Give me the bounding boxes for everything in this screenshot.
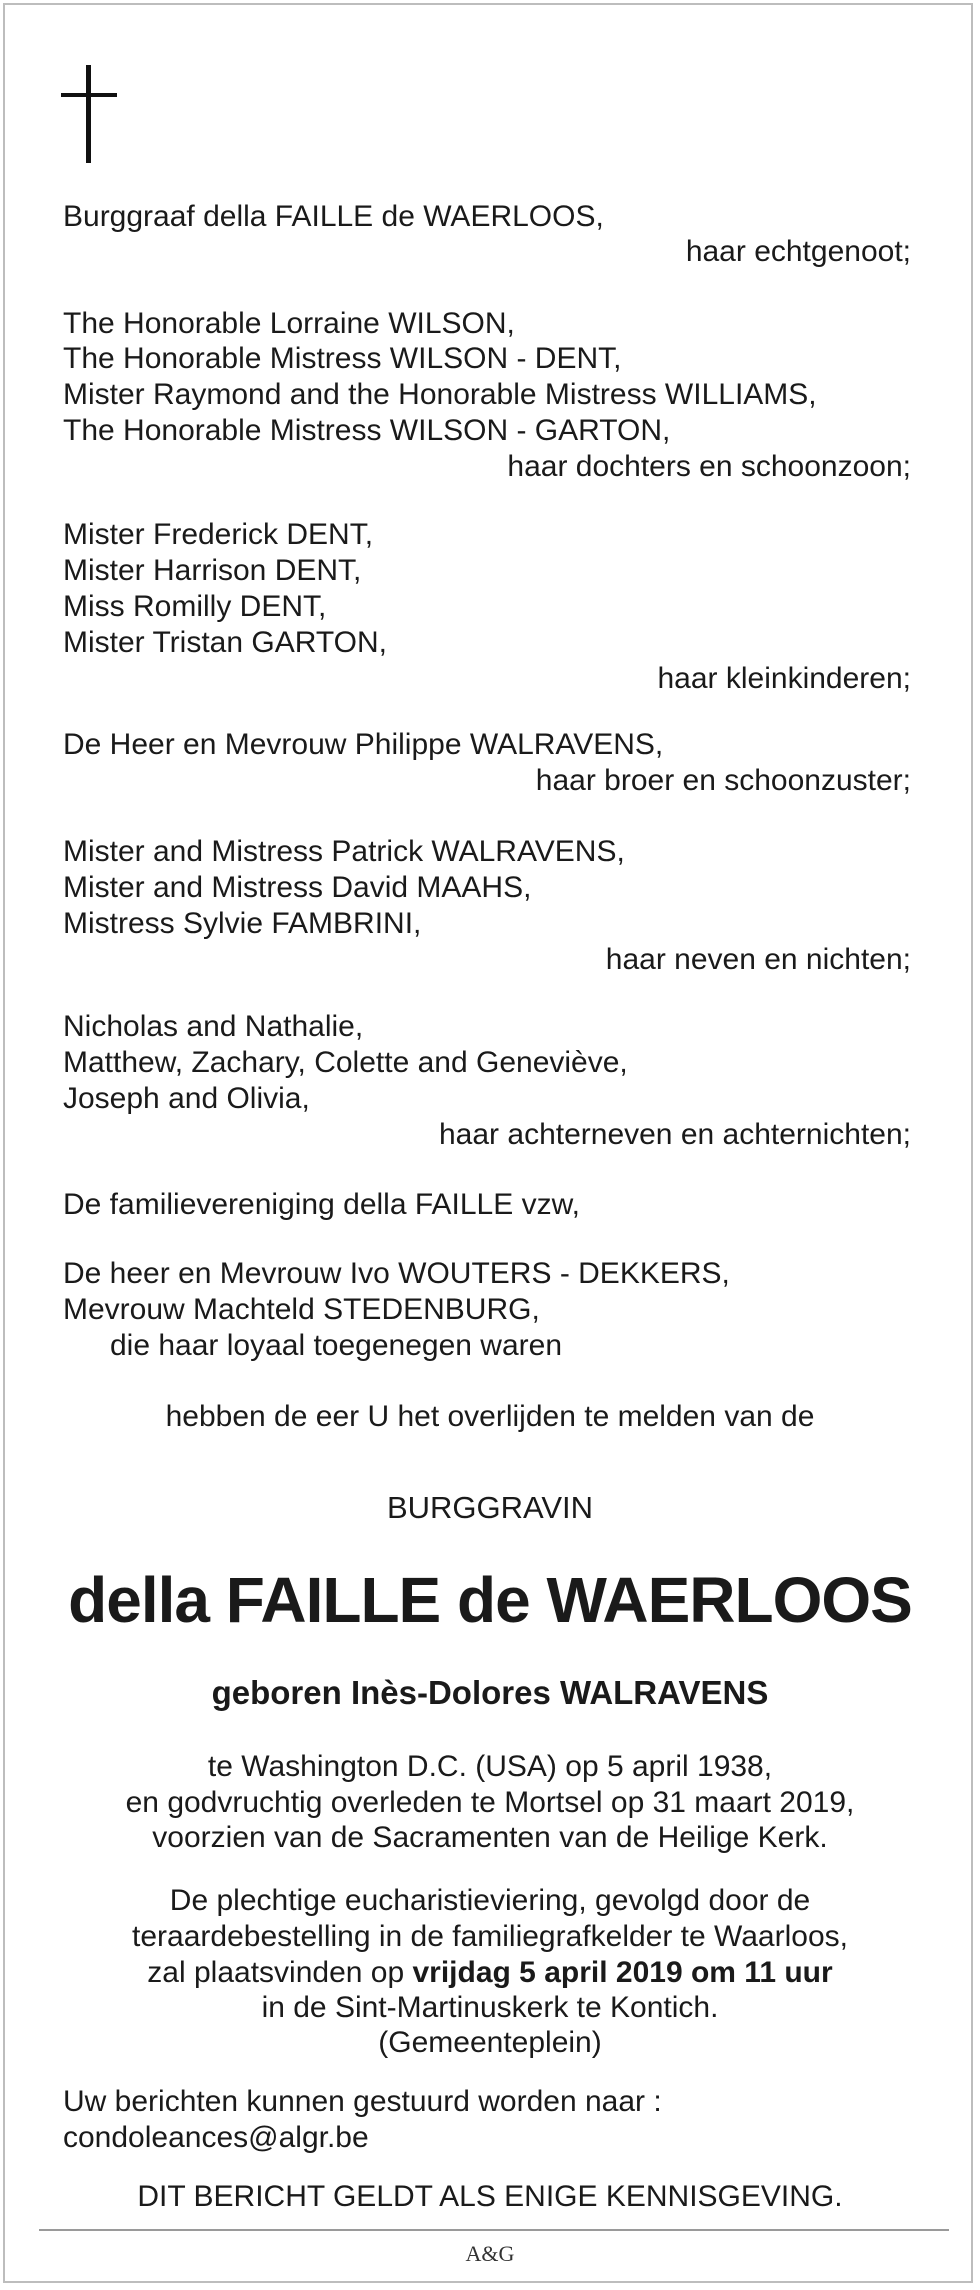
nephew-line: Mister and Mistress David MAAHS, (63, 871, 532, 904)
daughters-role: haar dochters en schoonzoon; (507, 450, 911, 483)
grandnephew-line: Joseph and Olivia, (63, 1082, 310, 1115)
loyal-role: die haar loyaal toegenegen waren (110, 1329, 563, 1362)
nephew-line: Mister and Mistress Patrick WALRAVENS, (63, 835, 625, 868)
grandchild-line: Mister Tristan GARTON, (63, 626, 387, 659)
spouse-role: haar echtgenoot; (685, 235, 911, 268)
birth-death-line: te Washington D.C. (USA) op 5 april 1938, (207, 1750, 773, 1783)
grandchildren-role: haar kleinkinderen; (657, 662, 911, 695)
brother-name: De Heer en Mevrouw Philippe WALRAVENS, (63, 728, 664, 761)
footer-divider (39, 2229, 949, 2231)
ceremony-date-line (5, 1955, 975, 1991)
daughter-line: The Honorable Lorraine WILSON, (63, 307, 515, 340)
loyal-line: De heer en Mevrouw Ivo WOUTERS - DEKKERS, (63, 1257, 730, 1290)
daughter-line: Mister Raymond and the Honorable Mistress WILLIAMS, (63, 378, 817, 411)
birth-death-line: voorzien van de Sacramenten van de Heilige Kerk. (152, 1821, 828, 1854)
grandnephews-role: haar achterneven en achternichten; (439, 1118, 911, 1151)
brother-role: haar broer en schoonzuster; (535, 764, 911, 797)
loyal-line: Mevrouw Machteld STEDENBURG, (63, 1293, 540, 1326)
grandnephew-line: Nicholas and Nathalie, (63, 1010, 364, 1043)
nephews-role: haar neven en nichten; (605, 943, 911, 976)
nephew-line: Mistress Sylvie FAMBRINI, (63, 907, 422, 940)
announcement-line: hebben de eer U het overlijden te melden van de (165, 1400, 815, 1433)
ceremony-date-prefix: zal plaatsvinden op (147, 1956, 413, 1989)
noble-title: BURGGRAVIN (386, 1490, 594, 1525)
contact-email: condoleances@algr.be (63, 2121, 369, 2154)
birth-death-line: en godvruchtig overleden te Mortsel op 31 maart 2019, (125, 1786, 855, 1819)
ceremony-date: vrijdag 5 april 2019 om 11 uur (412, 1956, 833, 1989)
grandchild-line: Mister Harrison DENT, (63, 554, 362, 587)
obituary-page (3, 3, 973, 2283)
daughter-line: The Honorable Mistress WILSON - DENT, (63, 342, 622, 375)
grandchild-line: Mister Frederick DENT, (63, 518, 374, 551)
ceremony-place: (Gemeenteplein) (378, 2026, 602, 2059)
spouse-name: Burggraaf della FAILLE de WAERLOOS, (63, 200, 604, 233)
contact-line: Uw berichten kunnen gestuurd worden naar : (63, 2085, 662, 2118)
ceremony-line: in de Sint-Martinuskerk te Kontich. (261, 1991, 719, 2024)
grandnephew-line: Matthew, Zachary, Colette and Geneviève, (63, 1046, 628, 1079)
deceased-surname: della FAILLE de WAERLOOS (68, 1564, 912, 1636)
ceremony-line: teraardebestelling in de familiegrafkelder te Waarloos, (132, 1920, 848, 1953)
daughter-line: The Honorable Mistress WILSON - GARTON, (63, 414, 671, 447)
family-association: De familievereniging della FAILLE vzw, (63, 1188, 580, 1221)
ceremony-line: De plechtige eucharistieviering, gevolgd door de (169, 1884, 811, 1917)
birth-name: geboren Inès-Dolores WALRAVENS (211, 1674, 769, 1711)
notice-line: DIT BERICHT GELDT ALS ENIGE KENNISGEVING. (137, 2180, 843, 2213)
grandchild-line: Miss Romilly DENT, (63, 590, 327, 623)
publisher-logo: A&G (465, 2241, 515, 2266)
